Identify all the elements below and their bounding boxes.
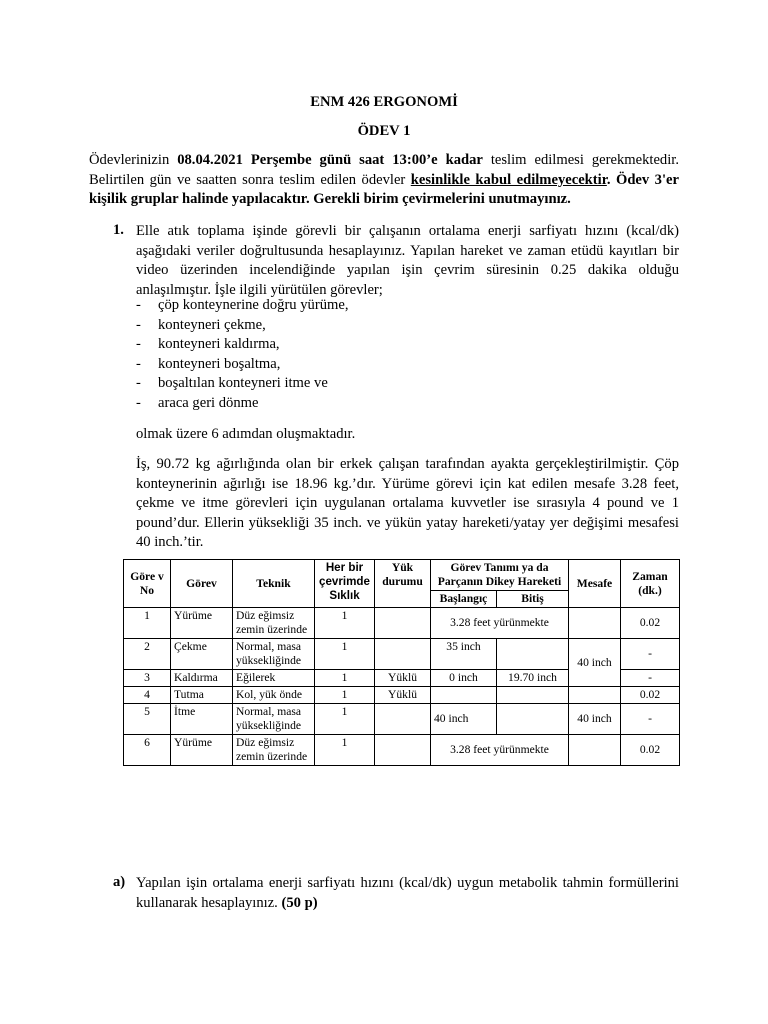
- header-time: Zaman (dk.): [621, 560, 680, 608]
- task-table: [123, 559, 680, 766]
- task-list: [136, 296, 348, 413]
- header-technique: Teknik: [233, 560, 315, 608]
- course-title: ENM 426 ERGONOMİ: [310, 94, 458, 110]
- header-vertical-movement: Görev Tanımı ya da Parçanın Dikey Hareketi: [431, 560, 569, 591]
- header-task: Görev: [171, 560, 233, 608]
- intro-text-1: Ödevlerinizin: [89, 152, 178, 168]
- intro-text-2: teslim edilmesi gerekmektedir. Belirtilen gün ve saatten sonra teslim edilen ödevler: [89, 152, 679, 188]
- warning-text: kesinlikle kabul edilmeyecektir: [410, 171, 607, 188]
- intro-paragraph: Ödevlerinizin 08.04.2021 Perşembe günü saat 13:00’e kadar teslim edilmesi gerekmektedir. Belirtilen gün ve saatten sonra teslim edilen ödevler kesinlikle kabul edilmeyecektir. Ödev 3'er kişilik gruplar halinde yapılacaktır. Gerekli birim çevirmelerini unutmayınız.: [89, 152, 679, 207]
- header-no: Göre v No: [124, 560, 171, 608]
- table-row: 3 Kaldırma Eğilerek 1 Yüklü 0 inch 19.70 inch -: [124, 670, 680, 687]
- steps-summary: olmak üzere 6 adımdan oluşmaktadır.: [136, 426, 356, 442]
- task-list-item: - konteyneri boşaltma,: [136, 355, 281, 372]
- question-a-text: Yapılan işin ortalama enerji sarfiyatı hızını (kcal/dk) uygun metabolik tahmin formüllerini kullanarak hesaplayınız. (50 p): [136, 875, 679, 911]
- table-row: 1 Yürüme Düz eğimsiz zemin üzerinde 1 3.28 feet yürünmekte 0.02: [124, 608, 680, 639]
- table-header-row: [124, 560, 680, 591]
- header-distance: Mesafe: [569, 560, 621, 608]
- assignment-title: ÖDEV 1: [357, 123, 411, 139]
- table-row: 5 İtme Normal, masa yüksekliğinde 1 40 inch 40 inch -: [124, 704, 680, 735]
- deadline-text: 08.04.2021 Perşembe günü saat 13:00’e kadar: [177, 152, 483, 168]
- table-row: 2 Çekme Normal, masa yüksekliğinde 1 35 inch 40 inch -: [124, 639, 680, 670]
- question-a-points: (50 p): [281, 894, 318, 911]
- header-start: Başlangıç: [431, 591, 497, 608]
- group-note: Ödev 3'er kişilik gruplar halinde yapılacaktır. Gerekli birim çevirmelerini unutmayınız.: [89, 171, 679, 207]
- header-load: Yük durumu: [375, 560, 431, 608]
- question-1-number: 1.: [113, 222, 124, 238]
- task-list-item: - araca geri dönme: [136, 394, 259, 411]
- task-list-item: - konteyneri çekme,: [136, 316, 266, 333]
- table-row: 4 Tutma Kol, yük önde 1 Yüklü 0.02: [124, 687, 680, 704]
- task-list-item: - konteyneri kaldırma,: [136, 336, 280, 352]
- header-end: Bitiş: [497, 591, 569, 608]
- table-row: 6 Yürüme Düz eğimsiz zemin üzerinde 1 3.28 feet yürünmekte 0.02: [124, 735, 680, 766]
- header-frequency: Her bir çevrimde Sıklık: [315, 560, 375, 608]
- question-a-label: a): [113, 874, 126, 890]
- task-list-item: - boşaltılan konteyneri itme ve: [136, 375, 328, 391]
- worker-details-paragraph: İş, 90.72 kg ağırlığında olan bir erkek çalışan tarafından ayakta gerçekleştirilmiştir. Çöp konteynerinin ağırlığı ise 18.96 kg.’dır. Yürüme görevi için kat edilen mesafe 3.28 feet, çekme ve itme görevleri için uygulanan ortalama kuvvetler ise sırasıyla 4 pound ve 1 pound’dur. Ellerin yüksekliği 35 inch. ve yükün yatay hareketi/yatay yer değişimi mesafesi 40 inch.’tir.: [136, 456, 679, 550]
- task-list-item: - çöp konteynerine doğru yürüme,: [136, 297, 349, 313]
- question-1-text: Elle atık toplama işinde görevli bir çalışanın ortalama enerji sarfiyatı hızını (kcal/dk) aşağıdaki veriler doğrultusunda hesaplayınız. Yapılan hareket ve zaman etüdü kayıtları bir video üzerinden incelendiğinde yapılan işin çevrim süresinin 0.25 dakika olduğu anlaşılmıştır. İşle ilgili yürütülen görevler;: [136, 223, 679, 298]
